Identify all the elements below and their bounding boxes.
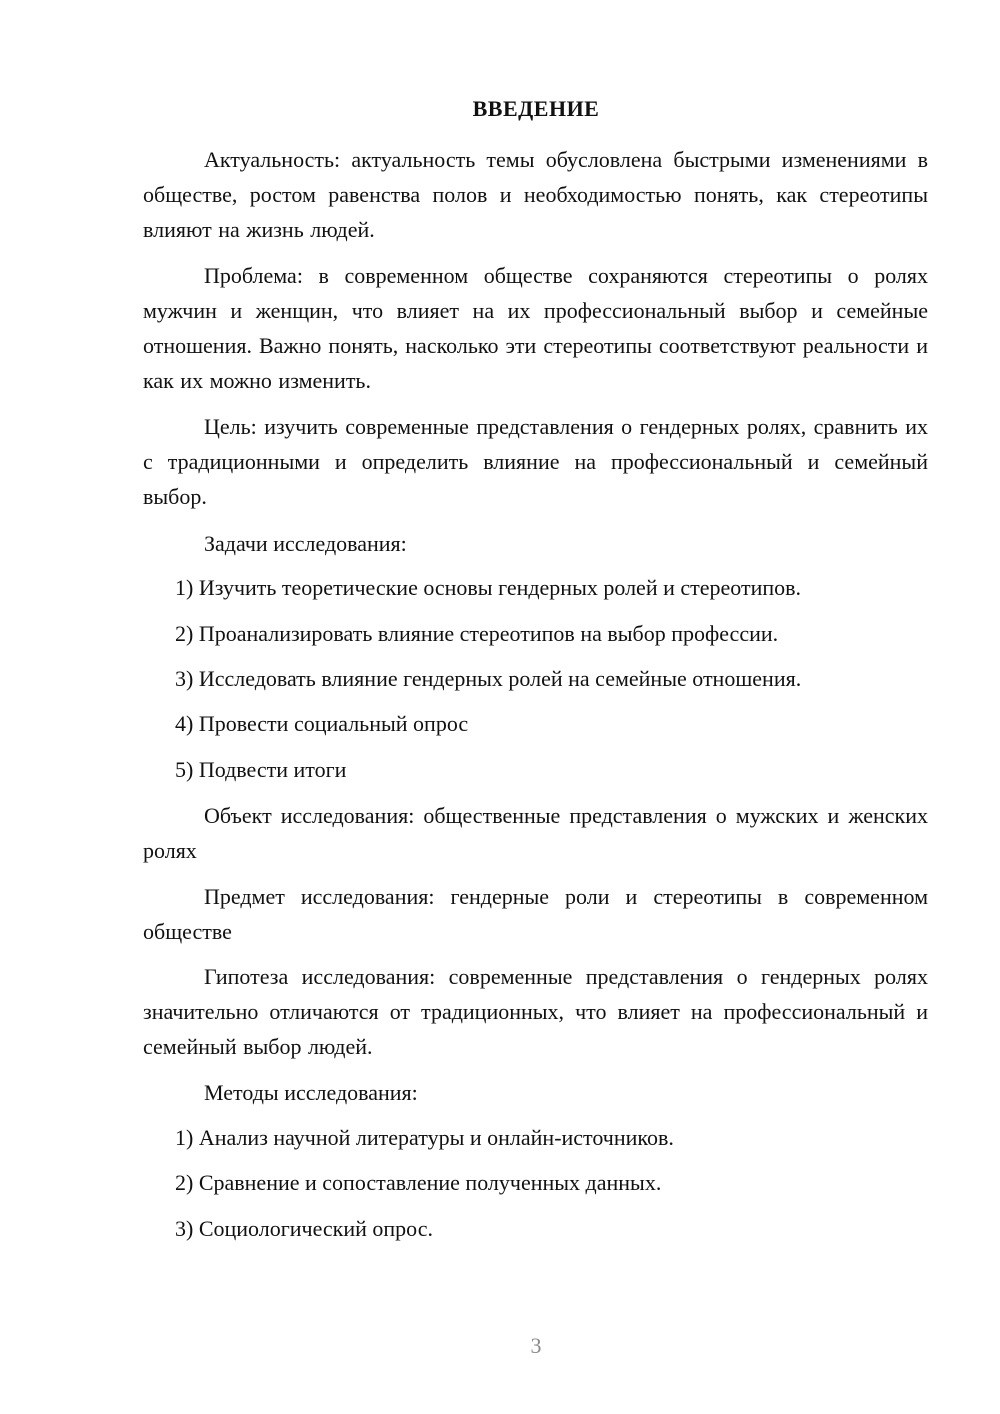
task-item: 5) Подвести итоги [175,757,347,782]
task-item: 2) Проанализировать влияние стереотипов на выбор профессии. [175,621,779,646]
page-title: ВВЕДЕНИЕ [472,96,600,121]
task-item: 3) Исследовать влияние гендерных ролей на семейные отношения. [175,666,802,691]
task-item: 4) Провести социальный опрос [175,711,469,736]
object-paragraph: Объект исследования: общественные представления о мужских и женских ролях [143,803,928,863]
tasks-title: Задачи исследования: [204,531,407,556]
method-item: 2) Сравнение и сопоставление полученных данных. [175,1170,662,1195]
method-item: 1) Анализ научной литературы и онлайн-источников. [175,1125,674,1150]
method-item: 3) Социологический опрос. [175,1216,433,1241]
subject-paragraph: Предмет исследования: гендерные роли и стереотипы в современном обществе [143,884,928,944]
goal-paragraph: Цель: изучить современные представления о гендерных ролях, сравнить их с традиционными и определить влияние на профессиональный и семейный выбор. [143,414,928,509]
page-number: 3 [530,1333,542,1358]
relevance-paragraph: Актуальность: актуальность темы обусловлена быстрыми изменениями в обществе, ростом равенства полов и необходимостью понять, как стереотипы влияют на жизнь людей. [143,147,928,242]
task-item: 1) Изучить теоретические основы гендерных ролей и стереотипов. [175,575,802,600]
methods-title: Методы исследования: [204,1080,418,1105]
hypothesis-paragraph: Гипотеза исследования: современные представления о гендерных ролях значительно отличаются от традиционных, что влияет на профессиональный и семейный выбор людей. [143,964,928,1059]
problem-paragraph: Проблема: в современном обществе сохраняются стереотипы о ролях мужчин и женщин, что влияет на их профессиональный выбор и семейные отношения. Важно понять, насколько эти стереотипы соответствуют реальности и как их можно изменить. [143,263,928,393]
